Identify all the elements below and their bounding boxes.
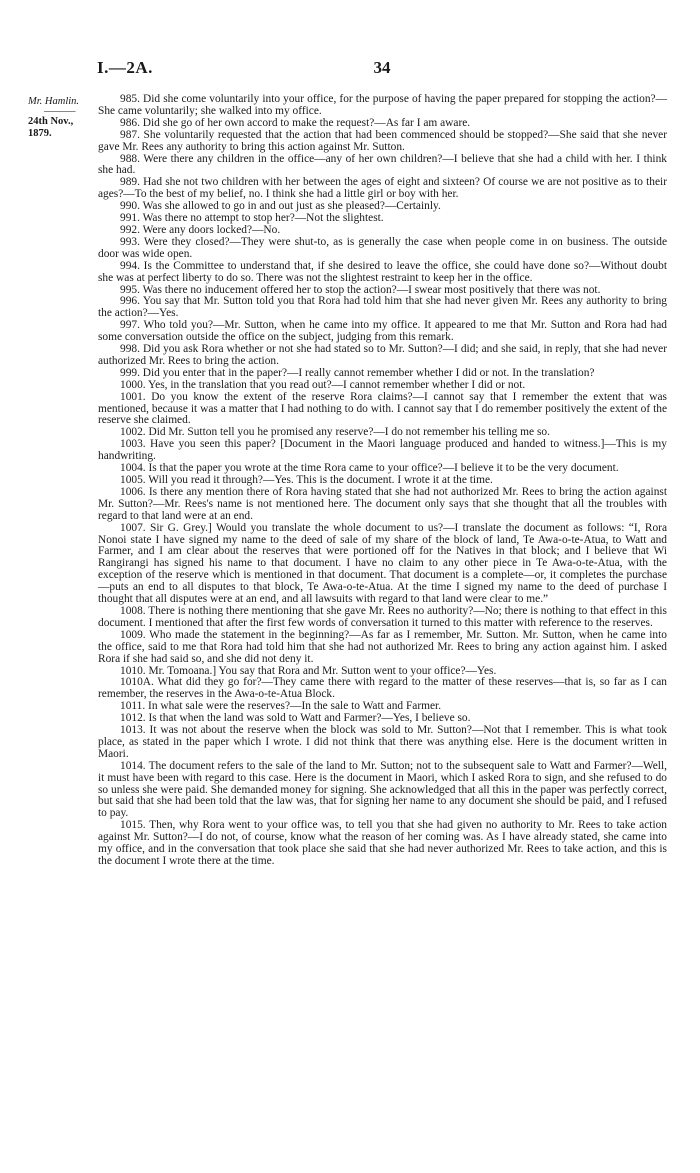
testimony-paragraph: 987. She voluntarily requested that the action that had been commenced should be stopped?—She said that she never gave Mr. Rees any authority to bring this action against Mr. Sutton. [98, 128, 667, 153]
side-note [28, 96, 98, 139]
testimony-paragraph: 1009. Who made the statement in the beginning?—As far as I remember, Mr. Sutton. Mr. Sutton, when he came into the office, said to me that Rora had told him that she had not authorized Mr. Rees to bring any action against him. I asked Rora if she had said so, and she did not deny it. [98, 628, 667, 665]
testimony-paragraph: 1008. There is nothing there mentioning that she gave Mr. Rees no authority?—No; there is nothing to that effect in this document. I mentioned that after the first few words of conversation it turned to this matter with reference to the reserves. [98, 604, 667, 629]
testimony-paragraph: 1003. Have you seen this paper? [Document in the Maori language produced and handed to witness.]—This is my handwriting. [98, 438, 667, 463]
testimony-paragraph: 1007. Sir G. Grey.] Would you translate the whole document to us?—I translate the document as follows: “I, Rora Nonoi state I have signed my name to the deed of sale of my share of the block of land, Te Awa-o-te-Atua, to Watt and Farmer, and I am clear about the reserves that were portioned off for the Natives in that block; and I believe that Wi Rangirangi has signed his name to that document. I have no claim to any other piece in Te Awa-o-te-Atua, with the exception of the reserve which is mentioned in that document. That document is a complete—or, it completes the purchase—puts an end to all disputes to that block, Te Awa-o-te-Atua. At the time I signed my name to the deed of purchase I thought that all disputes were at an end, and all lawsuits with regard to that land were clear to me.” [98, 521, 667, 606]
testimony-paragraph: 1000. Yes, in the translation that you read out?—I cannot remember whether I did or not. [120, 378, 526, 391]
testimony-paragraph: 990. Was she allowed to go in and out just as she pleased?—Certainly. [120, 200, 441, 213]
testimony-paragraph: 1013. It was not about the reserve when the block was sold to Mr. Sutton?—Not that I remember. This is what took place, as stated in the paper which I wrote. I did not think that there was anything else. Here is the document written in Maori. [98, 724, 667, 760]
testimony-paragraph: 1002. Did Mr. Sutton tell you he promised any reserve?—I do not remember his telling me so. [120, 426, 550, 439]
testimony-paragraph: 994. Is the Committee to understand that, if she desired to leave the office, she could have done so?—Without doubt she was at perfect liberty to do so. There was not the slightest restraint to keep her in the office. [98, 259, 667, 284]
testimony-paragraph: 991. Was there no attempt to stop her?—Not the slightest. [120, 212, 384, 225]
testimony-paragraph: 999. Did you enter that in the paper?—I really cannot remember whether I did or not. In the translation? [120, 366, 595, 379]
testimony-paragraph: 996. You say that Mr. Sutton told you that Rora had told him that she had never given Mr. Rees any authority to bring the action?—Yes. [98, 295, 667, 320]
testimony-date: 24th Nov., 1879. [28, 115, 74, 139]
testimony-paragraph: 988. Were there any children in the office—any of her own children?—I believe that she had a child with her. I think she had. [98, 152, 667, 177]
testimony-paragraph: 993. Were they closed?—They were shut-to, as is generally the case when people come in on business. The outside door was wide open. [98, 235, 667, 260]
testimony-paragraph: 1015. Then, why Rora went to your office was, to tell you that she had given no authority to Mr. Rees to take action against Mr. Sutton?—I do not, of course, know what the reason of her coming was. As I have already stated, she came into my office, and in the conversation that took place she said that she had never authorized Mr. Rees to take action, and this is the document I wrote there at the time. [98, 819, 667, 867]
page-header [97, 58, 667, 80]
witness-name: Mr. Hamlin. [28, 96, 80, 107]
testimony-paragraph: 986. Did she go of her own accord to make the request?—As far I am aware. [120, 116, 471, 129]
testimony-paragraph: 989. Had she not two children with her between the ages of eight and sixteen? Of course we are not positive as to their ages?—To the best of my belief, no. I think she had a little girl or boy with her. [98, 176, 667, 201]
testimony-paragraph: 985. Did she come voluntarily into your office, for the purpose of having the paper prepared for stopping the action?—She came voluntarily; she walked into my office. [98, 93, 667, 117]
testimony-paragraph: 1010. Mr. Tomoana.] You say that Rora and Mr. Sutton went to your office?—Yes. [120, 664, 497, 677]
testimony-paragraph: 998. Did you ask Rora whether or not she had stated so to Mr. Sutton?—I did; and she said, in reply, that she had never authorized Mr. Rees to bring the action. [98, 343, 667, 367]
testimony-paragraph: 1011. In what sale were the reserves?—In the sale to Watt and Farmer. [120, 700, 442, 713]
testimony-paragraph: 1001. Do you know the extent of the reserve Rora claims?—I cannot say that I remember the extent that was mentioned, because it was a matter that I had nothing to do with. I cannot say that I do remember positively the extent of the reserve she claimed. [98, 390, 667, 427]
testimony-paragraph: 995. Was there no inducement offered her to stop the action?—I swear most positively that there was not. [120, 283, 601, 296]
testimony-paragraph: 1014. The document refers to the sale of the land to Mr. Sutton; not to the subsequent sale to Watt and Farmer?—Well, it must have been with regard to this case. Here is the document in Maori, which I asked Rora to sign, and she refused to do so unless she were paid. She demanded money for signing. She acknowledged that all this in the paper was perfectly correct, but said that she had been told that the law was, that for signing her name to any document she should be paid, and I refused to pay. [98, 759, 667, 820]
testimony-paragraph: 1012. Is that when the land was sold to Watt and Farmer?—Yes, I believe so. [120, 712, 471, 725]
testimony-paragraph: 997. Who told you?—Mr. Sutton, when he came into my office. It appeared to me that Mr. Sutton and Rora had had some conversation outside the office on the subject, judging from this remark. [98, 319, 667, 344]
side-note-dash: ——— [44, 105, 76, 117]
testimony-paragraph: 1005. Will you read it through?—Yes. This is the document. I wrote it at the time. [120, 474, 493, 486]
page-number: 34 [373, 58, 391, 77]
testimony-paragraph: 1004. Is that the paper you wrote at the time Rora came to your office?—I believe it to be the very document. [120, 462, 619, 475]
document-reference: I.—2A. [97, 58, 153, 77]
testimony-body [98, 94, 667, 868]
testimony-paragraph: 1010A. What did they go for?—They came there with regard to the matter of these reserves—that is, so far as I can remember, the reserves in the Awa-o-te-Atua Block. [98, 676, 667, 701]
testimony-paragraph: 1006. Is there any mention there of Rora having stated that she had not authorized Mr. Rees to bring the action against Mr. Sutton?—Mr. Rees's name is not mentioned here. The document only says that she thought that all the troubles with regard to that land were at an end. [98, 485, 667, 522]
testimony-paragraph: 992. Were any doors locked?—No. [120, 223, 281, 236]
